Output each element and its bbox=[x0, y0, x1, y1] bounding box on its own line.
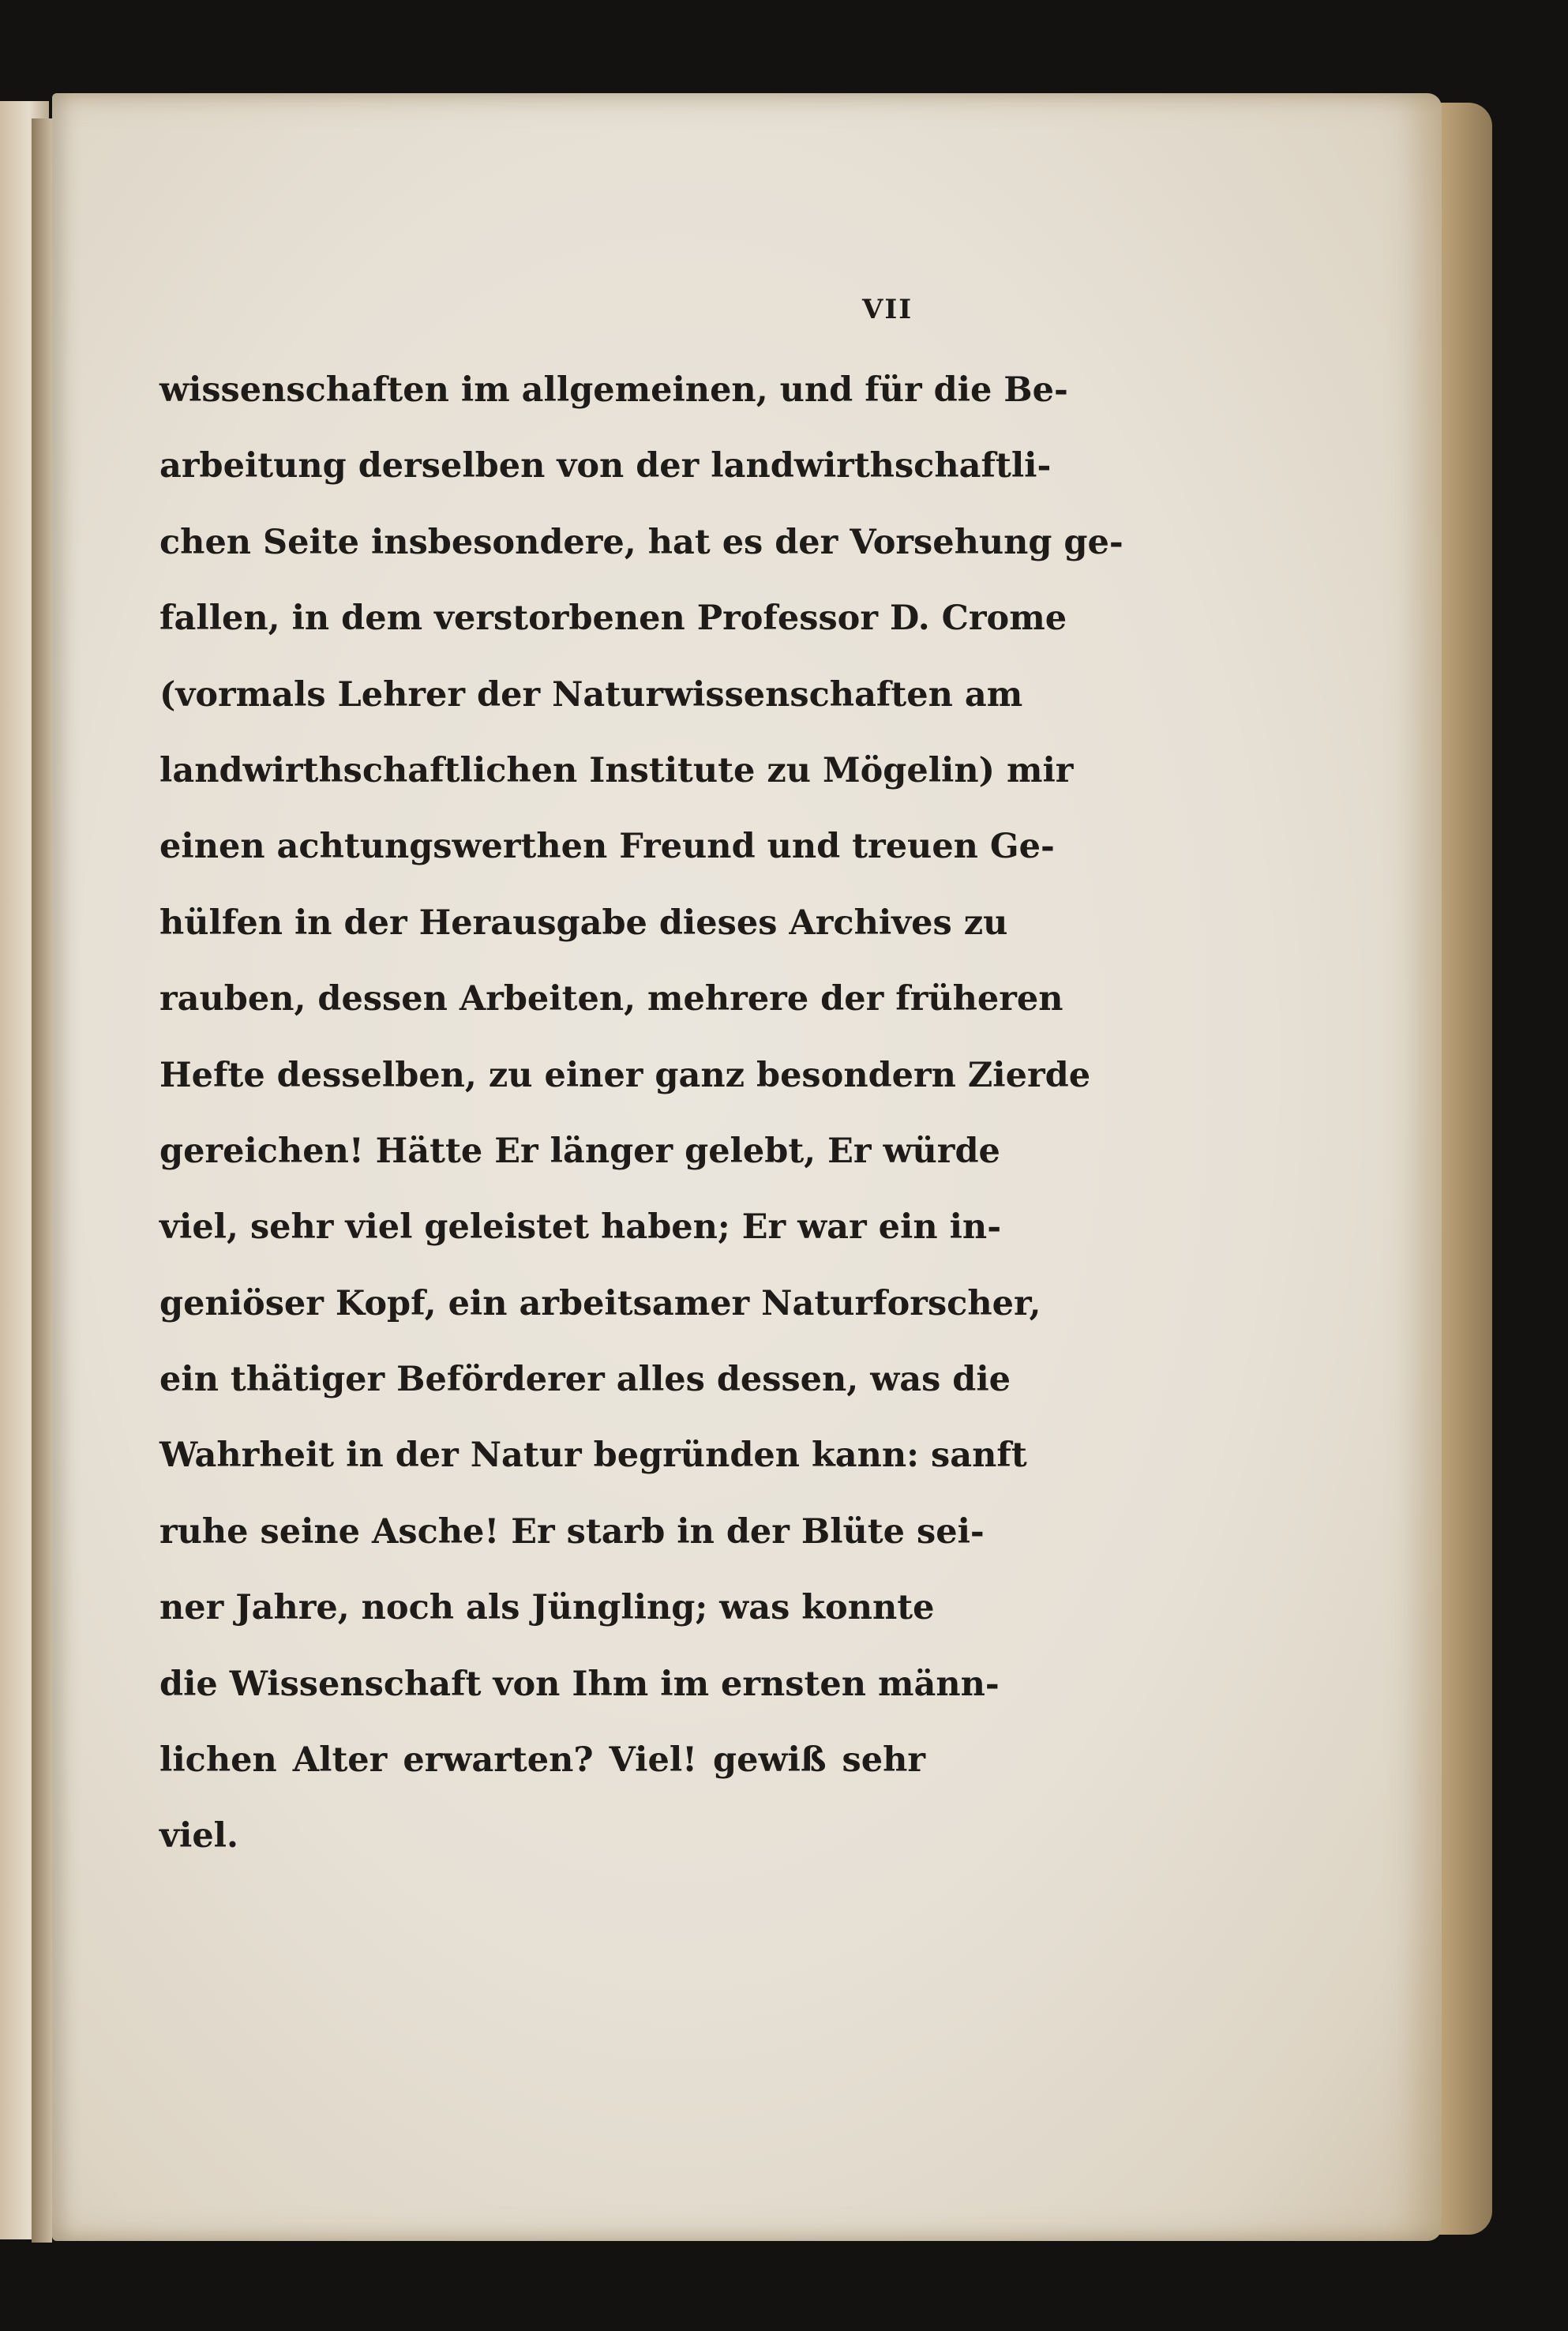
text-line: lichen Alter erwarten? Viel! gewiß sehr bbox=[159, 1740, 925, 1781]
book-gutter bbox=[32, 118, 52, 2243]
text-line: arbeitung derselben von der landwirthschaftli- bbox=[159, 446, 1052, 486]
body-text bbox=[159, 365, 1123, 1887]
text-line: Hefte desselben, zu einer ganz besondern Zierde bbox=[159, 1055, 1091, 1095]
text-line: Wahrheit in der Natur begründen kann: sanft bbox=[159, 1436, 1027, 1476]
text-line: die Wissenschaft von Ihm im ernsten männ- bbox=[159, 1664, 1000, 1704]
text-line: wissenschaften im allgemeinen, und für die Be- bbox=[159, 370, 1068, 410]
text-line: fallen, in dem verstorbenen Professor D. Crome bbox=[159, 599, 1067, 639]
text-line: chen Seite insbesondere, hat es der Vorsehung ge- bbox=[159, 522, 1123, 562]
text-line: ner Jahre, noch als Jüngling; was konnte bbox=[159, 1588, 935, 1628]
text-line: einen achtungswerthen Freund und treuen Ge- bbox=[159, 827, 1055, 867]
text-line: (vormals Lehrer der Naturwissenschaften am bbox=[159, 674, 1023, 715]
page-number: VII bbox=[862, 294, 913, 325]
text-line: geniöser Kopf, ein arbeitsamer Naturforscher, bbox=[159, 1283, 1041, 1323]
text-line: rauben, dessen Arbeiten, mehrere der früheren bbox=[159, 979, 1063, 1019]
text-line: gereichen! Hätte Er länger gelebt, Er würde bbox=[159, 1131, 1000, 1171]
text-line: hülfen in der Herausgabe dieses Archives zu bbox=[159, 903, 1008, 943]
text-line: viel. bbox=[159, 1816, 238, 1856]
text-line: ein thätiger Beförderer alles dessen, was die bbox=[159, 1360, 1011, 1400]
text-line: viel, sehr viel geleistet haben; Er war ein in- bbox=[159, 1207, 1002, 1248]
text-line: landwirthschaftlichen Institute zu Mögelin) mir bbox=[159, 750, 1074, 790]
text-line: ruhe seine Asche! Er starb in der Blüte sei- bbox=[159, 1511, 985, 1552]
